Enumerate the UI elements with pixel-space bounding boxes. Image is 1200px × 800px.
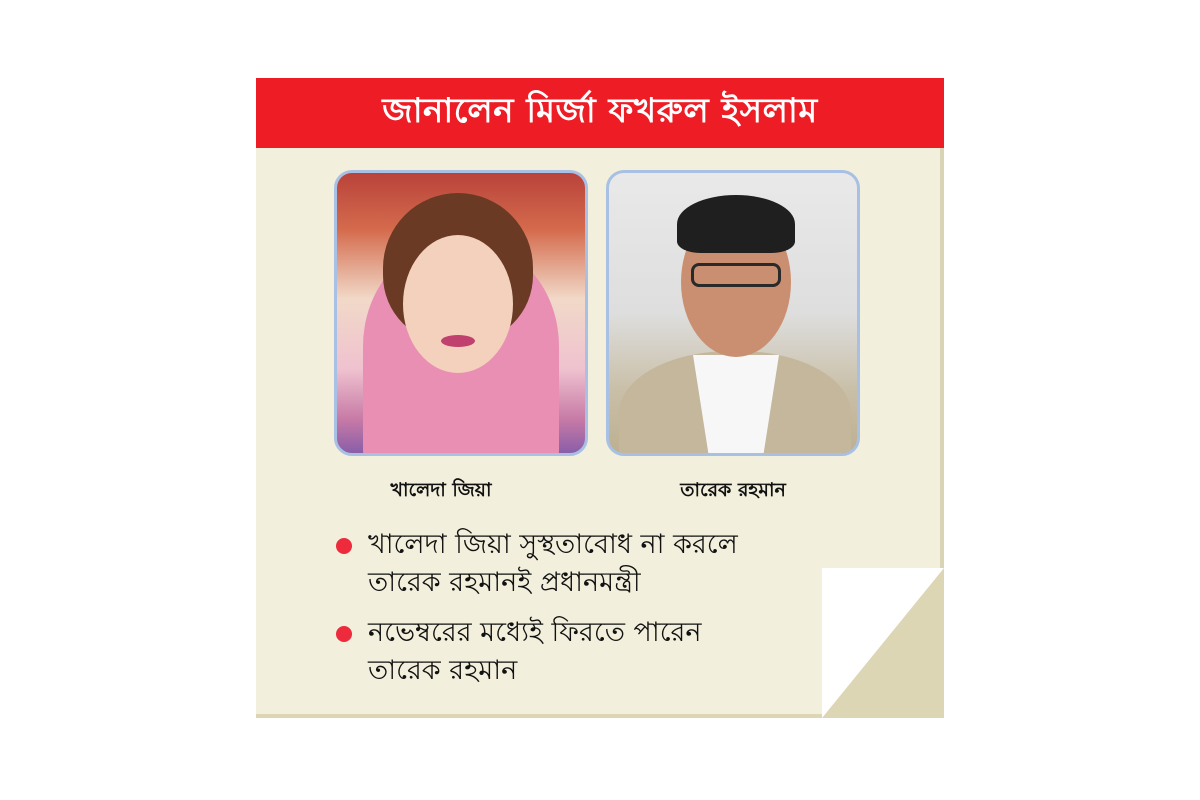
photo-caption-right: তারেক রহমান (680, 479, 786, 501)
bullet-line: তারেক রহমান (368, 655, 518, 686)
bullet-line: নভেম্বরের মধ্যেই ফিরতে পারেন (368, 617, 702, 648)
info-card (256, 78, 944, 718)
face-shape (403, 235, 513, 373)
bullet-item (330, 526, 850, 602)
bullet-line: তারেক রহমানই প্রধানমন্ত্রী (368, 567, 641, 598)
bullet-item (330, 614, 850, 690)
headline-title: জানালেন মির্জা ফখরুল ইসলাম (382, 90, 818, 131)
bullet-line: খালেদা জিয়া সুস্থতাবোধ না করলে (368, 529, 738, 560)
photo-caption-left: খালেদা জিয়া (390, 479, 492, 501)
glasses-shape (691, 263, 781, 287)
portrait-photo-left (334, 170, 588, 456)
bullet-dot-icon (336, 538, 352, 554)
lips-shape (441, 335, 475, 347)
headline-banner (256, 78, 944, 148)
bullet-dot-icon (336, 626, 352, 642)
hair-shape (677, 195, 795, 253)
portrait-photo-right (606, 170, 860, 456)
card-bottom-shade (256, 714, 822, 718)
card-right-shade (940, 148, 944, 628)
bullet-list (330, 526, 850, 702)
